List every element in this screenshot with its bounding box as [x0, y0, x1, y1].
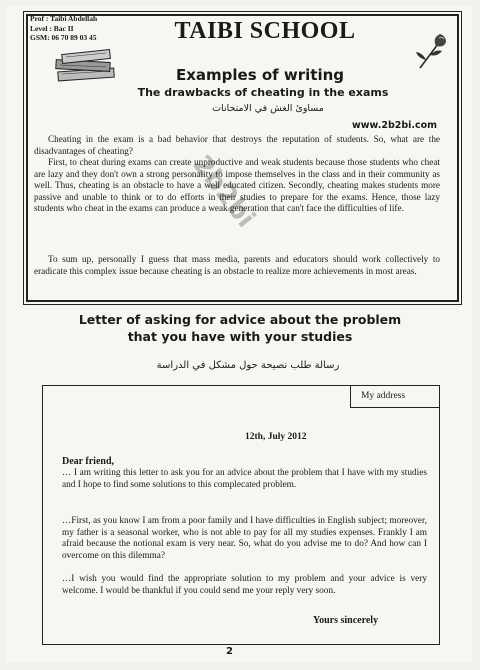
- letter-box: [42, 385, 440, 645]
- arabic-letter-title: رسالة طلب نصيحة حول مشكل في الدراسة: [156, 360, 340, 371]
- letter-paragraph-2: …First, as you know I am from a poor family and I have difficulties in English subject; moreover, my father is a seasonal worker, who is not able to pay for all my studies expenses. Frankly I am afraid because the notional exam is very near. So, what do you advise me to do? And how can I overcome on this dilemma?: [62, 516, 427, 562]
- books-icon: [52, 48, 120, 82]
- letter-date: 12th, July 2012: [245, 432, 307, 442]
- letter-paragraph-3: …I wish you would find the appropriate solution to my problem and your advice is very welcome. I would be thankful if you could send me your reply very soon.: [62, 574, 427, 596]
- essay-subtitle: The drawbacks of cheating in the exams: [137, 86, 389, 99]
- page-number: 2: [226, 646, 233, 657]
- essay-paragraph-conclusion: To sum up, personally I guess that mass media, parents and educators should work collectively to eradicate this complex issue because cheating is an obstacle to realize more achievements in most areas.: [34, 254, 440, 276]
- watermark: 2b2bi: [186, 150, 261, 234]
- address-box: My address: [350, 386, 440, 408]
- teacher-phone: GSM: 06 70 89 03 45: [30, 33, 97, 42]
- essay-paragraph-intro: Cheating in the exam is a bad behavior that destroys the reputation of students. So, what are the disadvantages of cheating?: [34, 134, 440, 156]
- letter-closing: Yours sincerely: [313, 615, 379, 626]
- letter-paragraph-1: … I am writing this letter to ask you for an advice about the problem that I have with my studies and I hope to find some solutions to this complecated problem.: [62, 468, 427, 490]
- letter-title-line-2: that you have with your studies: [127, 329, 353, 344]
- teacher-level: Level : Bac II: [30, 23, 74, 33]
- arabic-essay-subtitle: مساوئ الغش في الامتحانات: [212, 103, 324, 114]
- letter-greeting: Dear friend,: [62, 456, 115, 467]
- letter-title-line-1: Letter of asking for advice about the problem: [78, 312, 402, 327]
- school-name: TAIBI SCHOOL: [174, 18, 356, 44]
- essay-paragraph-body: First, to cheat during exams can create unproductive and weak students because those students who cheat are lazy and they don't own a strong personality to impose themselves in the class and in their community as well. Thus, cheating is an obstacle to have a well educated citizen. Secondly, cheating makes students more passive and unable to think or to do efforts in their studies to prepare for the exams. Hence, those lazy students who cheat in the exams can produce a weak generation that can't face the difficulties of life.: [34, 157, 440, 213]
- page-title: Examples of writing: [175, 66, 345, 84]
- teacher-info: [30, 14, 97, 43]
- letter-section-title: [30, 311, 450, 345]
- rose-icon: [412, 30, 454, 72]
- teacher-name: Prof : Taibi Abdellah: [30, 14, 98, 23]
- website-url: www.2b2bi.com: [352, 120, 438, 131]
